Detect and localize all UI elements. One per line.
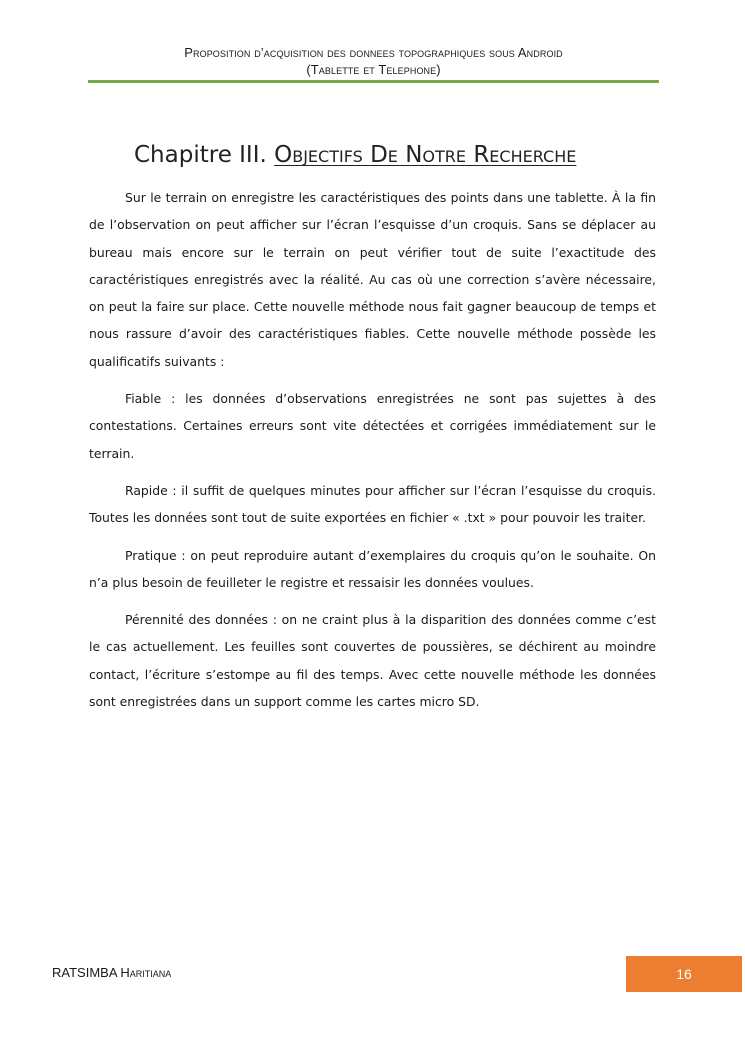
header-title-line2: (Tablette et Telephone) (306, 62, 441, 77)
chapter-heading (134, 140, 674, 170)
paragraph-intro: Sur le terrain on enregistre les caractéristiques des points dans une tablette. À la fin de l’observation on peut afficher sur l’écran l’esquisse d’un croquis. Sans se déplacer au bureau mais encore sur le terrain on peut vérifier tout de suite l’exactitude des caractéristiques enregistrés avec la réalité. Au cas où une correction s’avère nécessaire, on peut la faire sur place. Cette nouvelle méthode nous fait gagner beaucoup de temps et nous rassure d’avoir des caractéristiques fiables. Cette nouvelle méthode possède les qualificatifs suivants : (89, 190, 656, 369)
paragraph-fiable: Fiable : les données d’observations enregistrées ne sont pas sujettes à des contestations. Certaines erreurs sont vite détectées et corrigées immédiatement sur le terrain. (89, 391, 656, 461)
footer-author: RATSIMBA Haritiana (52, 965, 172, 980)
chapter-label: Chapitre III. (134, 142, 267, 168)
body-text (89, 184, 656, 725)
header-title-line1: Proposition d’acquisition des donnees topographiques sous Android (184, 45, 563, 60)
header-divider (88, 80, 659, 83)
running-header (88, 44, 659, 78)
paragraph-perennite: Pérennité des données : on ne craint plus à la disparition des données comme c’est le cas actuellement. Les feuilles sont couvertes de poussières, se déchirent au moindre contact, l’écriture s’estompe au fil des temps. Avec cette nouvelle méthode les données sont enregistrées dans un support comme les cartes micro SD. (89, 612, 656, 710)
paragraph-pratique: Pratique : on peut reproduire autant d’exemplaires du croquis qu’on le souhaite. On n’a plus besoin de feuilleter le registre et ressaisir les données voulues. (89, 547, 656, 590)
chapter-title: Objectifs De Notre Recherche (274, 142, 577, 168)
paragraph-rapide: Rapide : il suffit de quelques minutes pour afficher sur l’écran l’esquisse du croquis. Toutes les données sont tout de suite exportées en fichier « .txt » pour pouvoir les traiter. (89, 482, 656, 526)
page-number: 16 (676, 966, 692, 982)
